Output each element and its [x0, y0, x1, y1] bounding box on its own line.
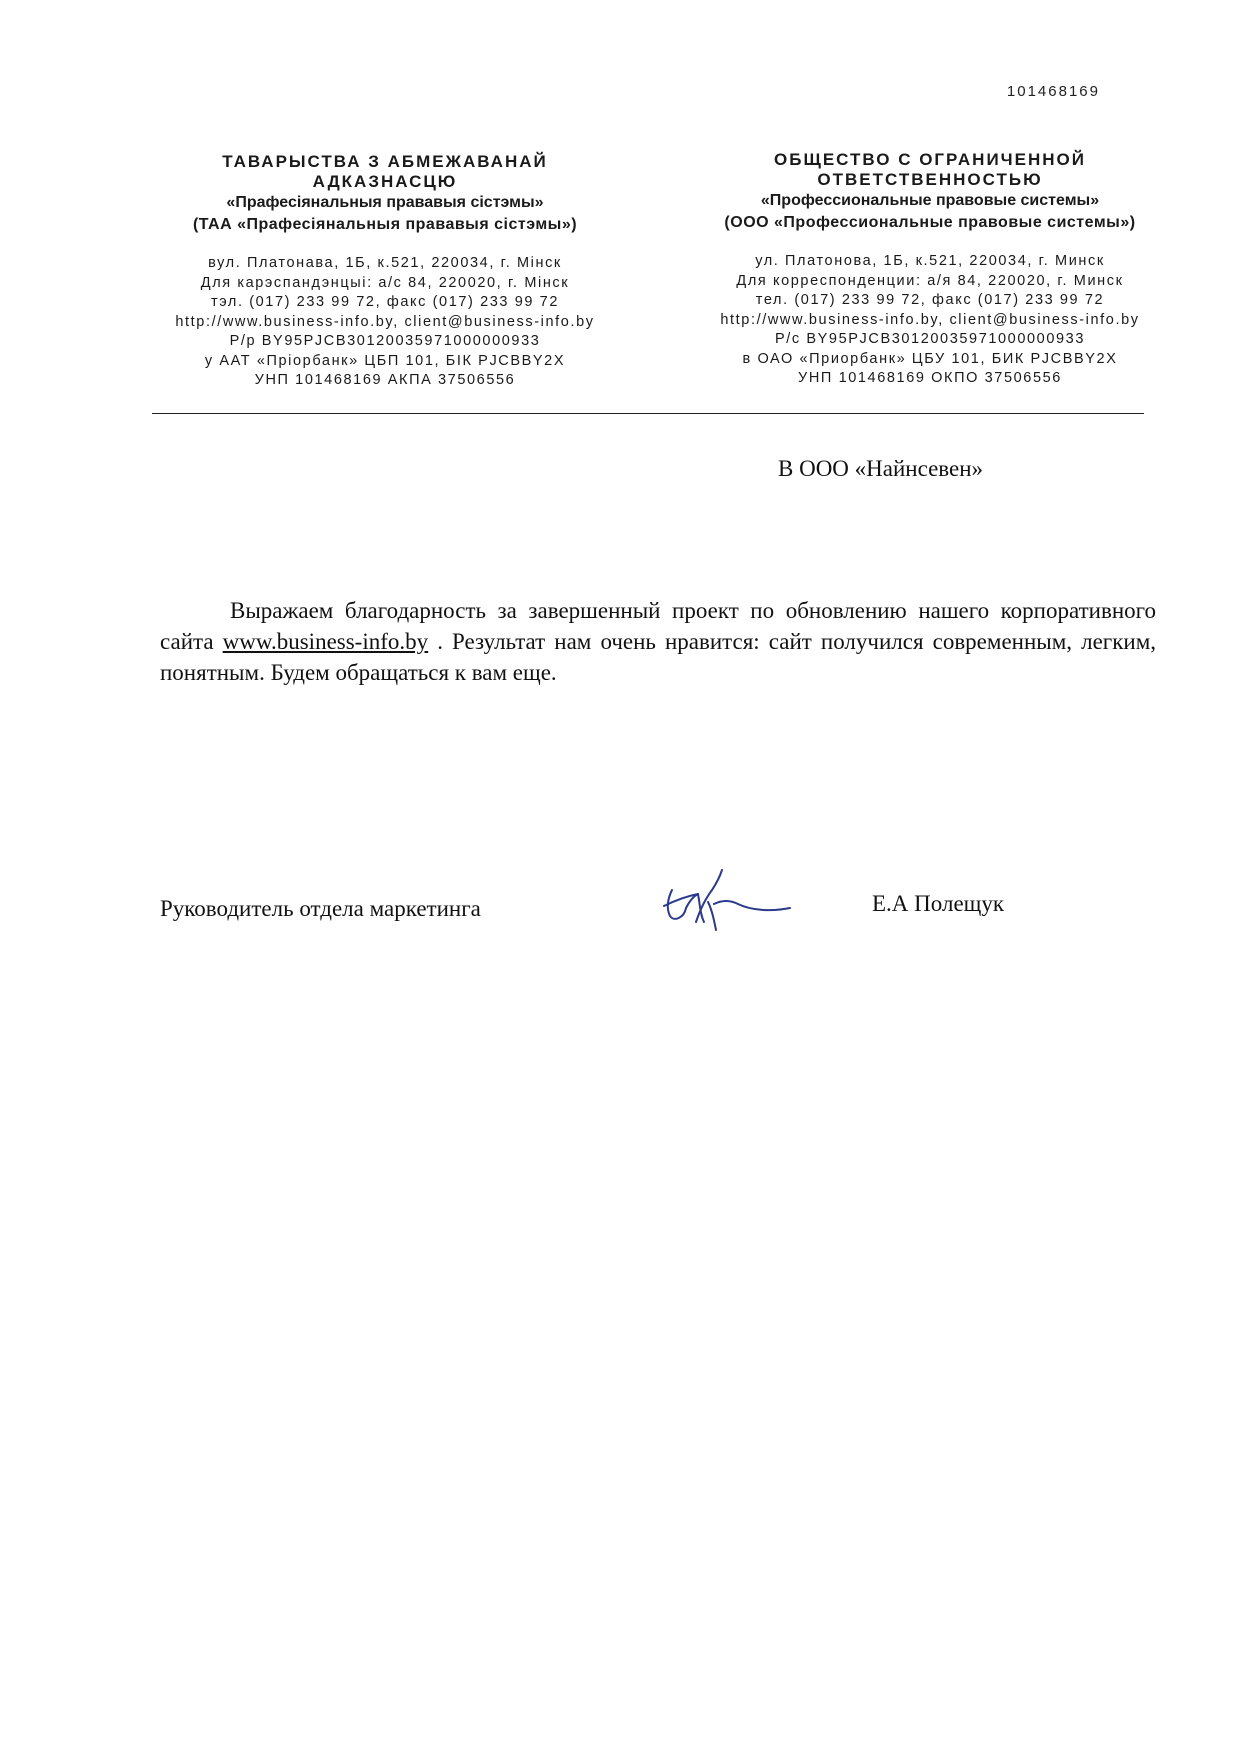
detail-web: http://www.business-info.by, client@business-info.by	[720, 311, 1140, 328]
letterhead-belarusian	[120, 152, 650, 391]
brand-short-name: (ООО «Профессиональные правовые системы»)	[724, 214, 1136, 231]
body-paragraph	[160, 595, 1156, 688]
company-details	[670, 252, 1190, 389]
brand-name: «Прафесіянальныя прававыя сістэмы»	[226, 194, 544, 211]
addressee: В ООО «Найнсевен»	[778, 456, 984, 481]
detail-address: ул. Платонова, 1Б, к.521, 220034, г. Минск	[755, 253, 1105, 269]
body-text-end: . Результат нам очень нравится: сайт получился современным, легким, понятным. Будем обращаться к вам еще.	[160, 629, 1157, 685]
detail-bank: в ОАО «Приорбанк» ЦБУ 101, БИК PJCBBY2X	[742, 350, 1118, 367]
brand-short-name: (ТАА «Прафесіянальныя прававыя сістэмы»)	[192, 216, 578, 233]
detail-correspondence: Для карэспандэнцыі: а/с 84, 220020, г. Мінск	[200, 274, 570, 291]
signer-role: Руководитель отдела маркетинга	[160, 896, 481, 921]
org-name-line1: ОБЩЕСТВО С ОГРАНИЧЕННОЙ	[774, 150, 1086, 169]
letterhead-russian	[670, 150, 1190, 389]
document-number: 101468169	[1006, 83, 1100, 100]
org-name-line1: ТАВАРЫСТВА З АБМЕЖАВАНАЙ	[222, 152, 548, 171]
handwritten-signature	[650, 860, 800, 940]
detail-bank: у ААТ «Пріорбанк» ЦБП 101, БІК PJCBBY2X	[204, 352, 566, 369]
letter-body	[160, 595, 1156, 688]
detail-phone: тэл. (017) 233 99 72, факс (017) 233 99 72	[210, 294, 560, 310]
org-name-line2: АДКАЗНАСЦЮ	[312, 172, 458, 191]
company-details	[120, 254, 650, 391]
body-text-start: Выражаем благодарность за завершенный проект по обновлению нашего корпоративного сайта	[160, 598, 1156, 654]
detail-correspondence: Для корреспонденции: а/я 84, 220020, г. Минск	[736, 272, 1124, 289]
website-link[interactable]: www.business-info.by	[222, 629, 429, 654]
header-divider	[152, 413, 1144, 414]
detail-phone: тел. (017) 233 99 72, факс (017) 233 99 72	[755, 292, 1105, 308]
detail-web: http://www.business-info.by, client@business-info.by	[175, 313, 595, 330]
brand-name: «Профессиональные правовые системы»	[760, 192, 1100, 209]
detail-tax-id: УНП 101468169 ОКПО 37506556	[798, 370, 1062, 386]
detail-address: вул. Платонава, 1Б, к.521, 220034, г. Мінск	[208, 255, 562, 271]
signer-name: Е.А Полещук	[872, 891, 1005, 916]
org-name-line2: ОТВЕТСТВЕННОСТЬЮ	[817, 170, 1043, 189]
detail-tax-id: УНП 101468169 АКПА 37506556	[254, 372, 516, 388]
detail-account: Р/р BY95PJCB30120035971000000933	[229, 333, 541, 349]
detail-account: Р/с BY95PJCB30120035971000000933	[775, 331, 1085, 347]
